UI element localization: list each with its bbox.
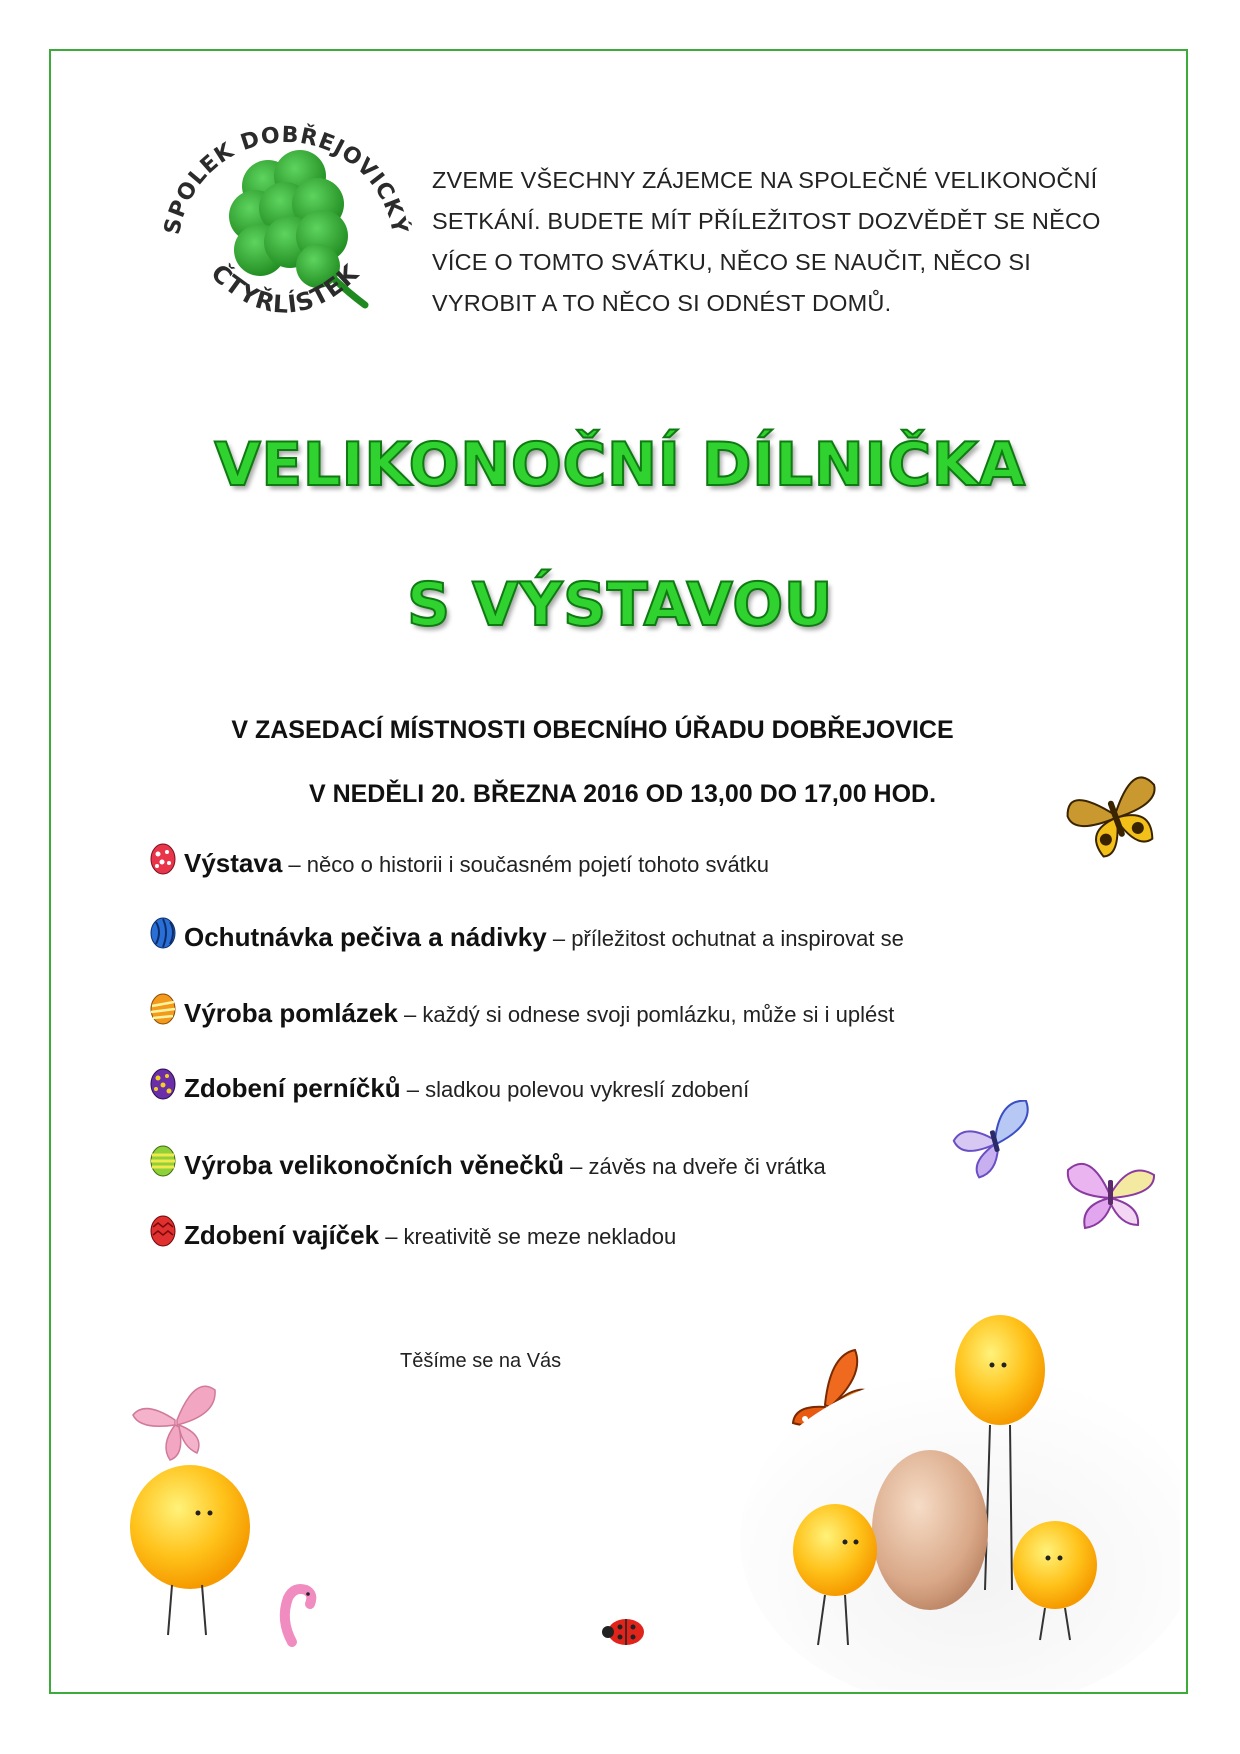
chicks-egg-scene [700,1300,1180,1690]
intro-line: ZVEME VŠECHNY ZÁJEMCE NA SPOLEČNÉ VELIKONOČNÍ [432,167,1098,193]
easter-egg-icon [148,1142,178,1178]
item-name: Výstava [184,848,283,878]
venue-time: V NEDĚLI 20. BŘEZNA 2016 OD 13,00 DO 17,00 HOD. [308,780,937,808]
intro-line: SETKÁNÍ. BUDETE MÍT PŘÍLEŽITOST DOZVĚDĚT SE NĚCO [432,208,1101,234]
intro-paragraph [432,160,1112,324]
ladybug-icon [600,1614,650,1648]
item-description: – kreativitě se meze nekladou [379,1224,677,1249]
logo-bottom-text: ČTYŘLÍSTEK [205,258,365,319]
item-name: Zdobení vajíček [184,1220,380,1250]
main-title-line-1: VELIKONOČNÍ DÍLNIČKA [214,430,1026,500]
closing-text: Těšíme se na Vás [400,1350,562,1372]
item-name: Ochutnávka pečiva a nádivky [184,922,547,952]
intro-line: VÍCE O TOMTO SVÁTKU, NĚCO SE NAUČIT, NĚCO SI [432,249,1032,275]
easter-egg-icon [148,1212,178,1248]
item-description: – sladkou polevou vykreslí zdobení [400,1077,750,1102]
item-name: Výroba velikonočních věnečků [184,1150,565,1180]
easter-egg-icon [148,1065,178,1101]
butterfly-yellow-icon [1060,760,1170,870]
easter-egg-icon [148,914,178,950]
main-title-line-2: S VÝSTAVOU [407,570,833,640]
egg-icon [872,1450,988,1610]
item-description: – každý si odnese svoji pomlázku, může si i uplést [397,1002,895,1027]
item-name: Výroba pomlázek [184,998,398,1028]
venue-place: V ZASEDACÍ MÍSTNOSTI OBECNÍHO ÚŘADU DOBŘEJOVICE [231,716,954,744]
item-description: – něco o historii i současném pojetí tohoto svátku [282,852,770,877]
easter-egg-icon [148,840,178,876]
easter-egg-icon [148,990,178,1026]
item-name: Zdobení perníčků [184,1073,401,1103]
item-description: – příležitost ochutnat a inspirovat se [546,926,904,951]
chick-left-icon [110,1455,260,1640]
butterfly-light-pink-icon [125,1375,225,1465]
item-description: – závěs na dveře či vrátka [564,1154,826,1179]
butterfly-blue-icon [950,1100,1040,1180]
intro-line: VYROBIT A TO NĚCO SI ODNÉST DOMŮ. [432,290,892,316]
butterfly-pink-icon [1060,1150,1160,1235]
logo-top-text: SPOLEK DOBŘEJOVICKÝ [160,122,412,237]
logo [150,100,420,340]
worm-icon [270,1580,320,1650]
